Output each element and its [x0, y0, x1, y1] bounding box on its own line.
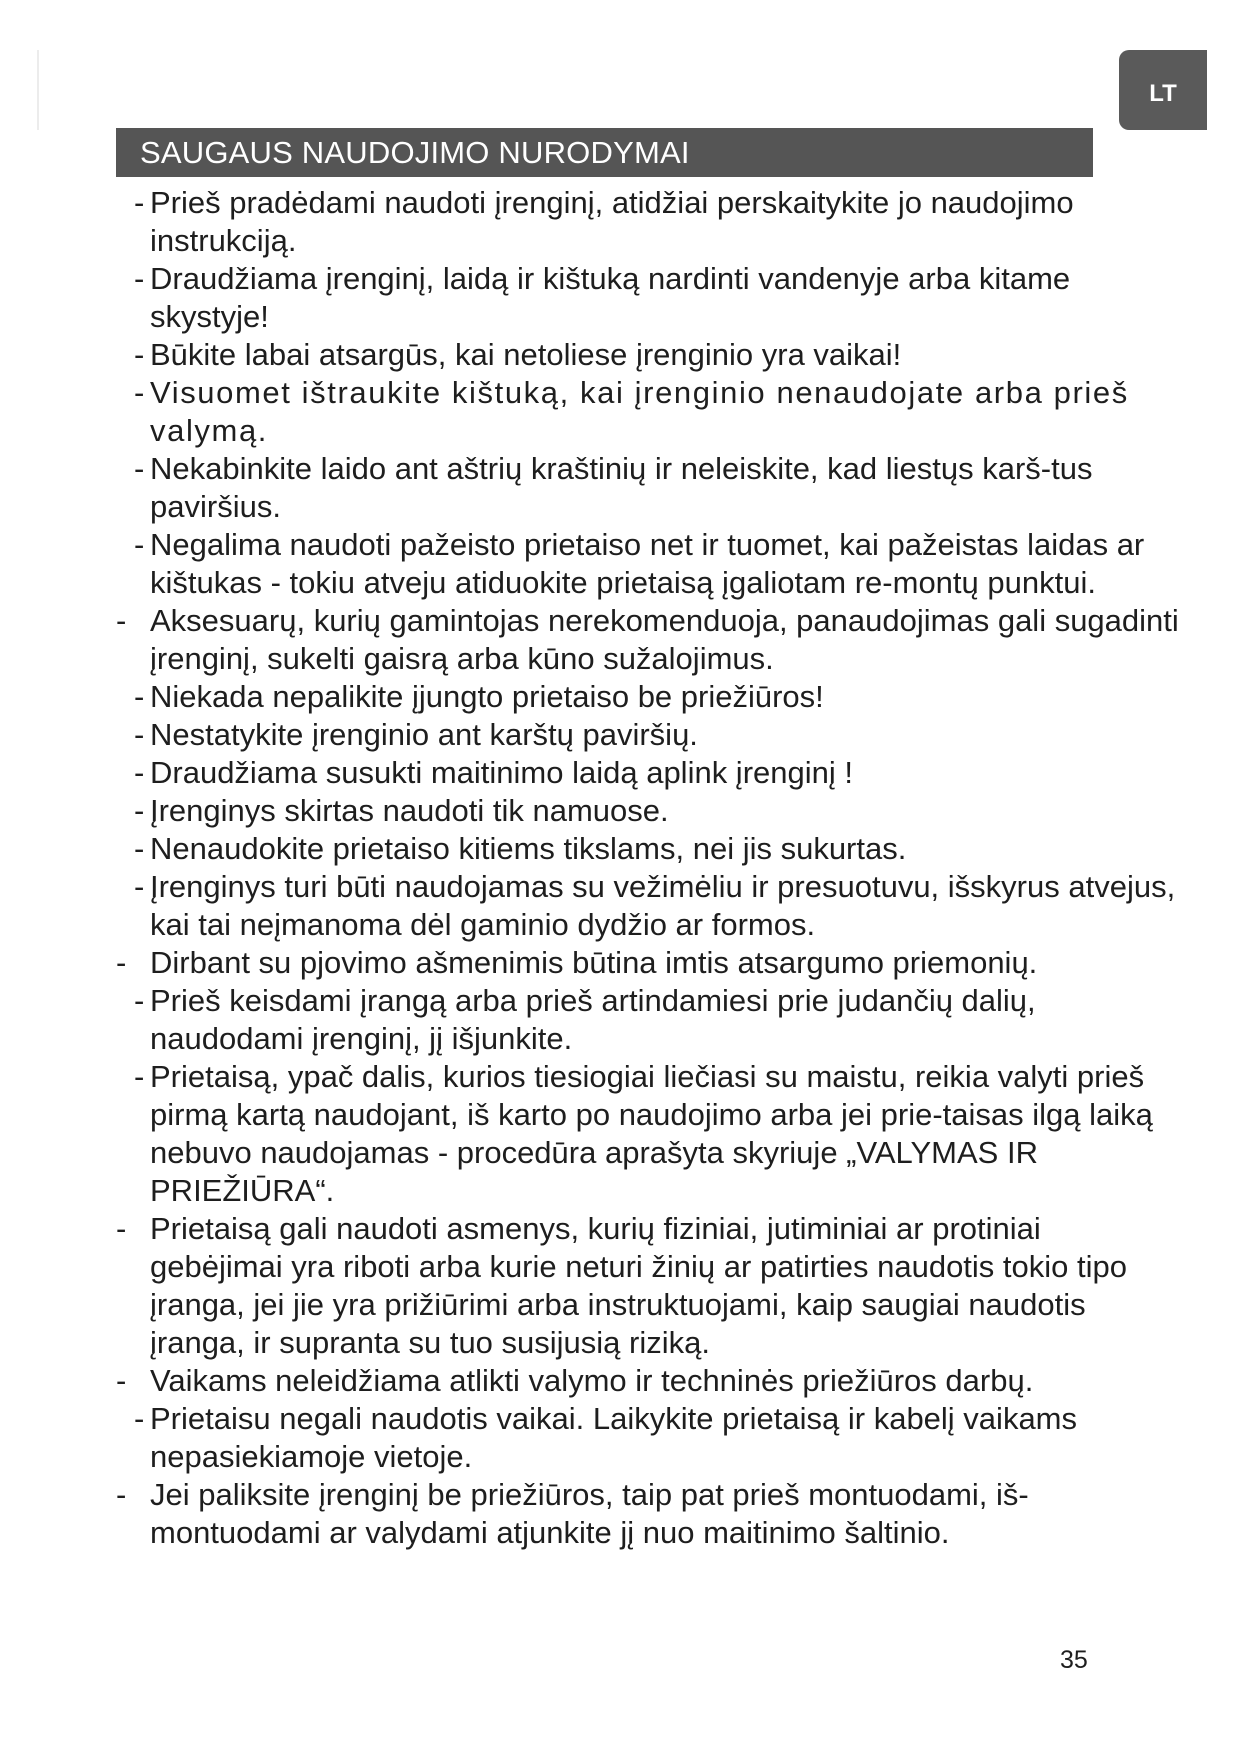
list-item	[0, 1400, 1241, 1476]
list-item-text: Aksesuarų, kurių gamintojas nerekomenduoja, panaudojimas gali sugadinti įrenginį, sukelti gaisrą arba kūno sužalojimus.	[150, 603, 1179, 676]
list-item	[0, 1210, 1241, 1362]
list-item	[0, 716, 1241, 754]
list-item	[0, 792, 1241, 830]
list-marker: -	[134, 451, 145, 486]
list-item	[0, 944, 1241, 982]
list-marker: -	[116, 945, 127, 980]
list-item	[0, 754, 1241, 792]
list-item	[0, 868, 1241, 944]
list-item	[0, 260, 1241, 336]
list-item-text: Draudžiama susukti maitinimo laidą aplink įrenginį !	[150, 755, 853, 790]
list-marker: -	[116, 603, 127, 638]
list-marker: -	[134, 793, 145, 828]
list-item-text: Nenaudokite prietaiso kitiems tikslams, nei jis sukurtas.	[150, 831, 907, 866]
list-item	[0, 336, 1241, 374]
list-item-text: Negalima naudoti pažeisto prietaiso net ir tuomet, kai pažeistas laidas ar kištukas - tokiu atveju atiduokite prietaisą įgaliotam re-montų punktui.	[150, 527, 1145, 600]
list-item-text: Nestatykite įrenginio ant karštų paviršių.	[150, 717, 698, 752]
list-marker: -	[134, 261, 145, 296]
list-marker: -	[134, 1059, 145, 1094]
list-marker: -	[134, 1401, 145, 1436]
safety-instructions-list	[0, 184, 1241, 1552]
list-item	[0, 374, 1241, 450]
list-item-text: Niekada nepalikite įjungto prietaiso be priežiūros!	[150, 679, 824, 714]
list-marker: -	[134, 527, 145, 562]
list-marker: -	[134, 679, 145, 714]
list-item-text: Jei paliksite įrenginį be priežiūros, taip pat prieš montuodami, iš-montuodami ar valydami atjunkite jį nuo maitinimo šaltinio.	[150, 1477, 1029, 1550]
list-item-text: Prietaisą, ypač dalis, kurios tiesiogiai liečiasi su maistu, reikia valyti prieš pirmą kartą naudojant, iš karto po naudojimo arba jei prie-taisas ilgą laiką nebuvo naudojamas - procedūra aprašyta skyriuje „VALYMAS IR PRIEŽIŪRA“.	[150, 1059, 1153, 1208]
list-marker: -	[134, 983, 145, 1018]
list-item-text: Prietaisą gali naudoti asmenys, kurių fiziniai, jutiminiai ar protiniai gebėjimai yra riboti arba kurie neturi žinių ar patirties naudotis tokio tipo įranga, jei jie yra prižiūrimi arba instruktuojami, kaip saugiai naudotis įranga, ir supranta su tuo susijusią riziką.	[150, 1211, 1127, 1360]
list-item-text: Būkite labai atsargūs, kai netoliese įrenginio yra vaikai!	[150, 337, 902, 372]
list-item	[0, 1058, 1241, 1210]
language-tab: LT	[1119, 50, 1207, 130]
list-item	[0, 602, 1241, 678]
list-item-text: Vaikams neleidžiama atlikti valymo ir techninės priežiūros darbų.	[150, 1363, 1034, 1398]
list-item-text: Visuomet ištraukite kištuką, kai įrenginio nenaudojate arba prieš valymą.	[150, 375, 1129, 448]
list-item-text: Prietaisu negali naudotis vaikai. Laikykite prietaisą ir kabelį vaikams nepasiekiamoje vietoje.	[150, 1401, 1078, 1474]
list-item-text: Dirbant su pjovimo ašmenimis būtina imtis atsargumo priemonių.	[150, 945, 1038, 980]
list-item	[0, 678, 1241, 716]
list-item-text: Nekabinkite laido ant aštrių kraštinių ir neleiskite, kad liestųs karš-tus paviršius.	[150, 451, 1093, 524]
list-item-text: Įrenginys turi būti naudojamas su vežimėliu ir presuotuvu, išskyrus atvejus, kai tai neįmanoma dėl gaminio dydžio ar formos.	[150, 869, 1176, 942]
list-marker: -	[134, 831, 145, 866]
list-marker: -	[134, 185, 145, 220]
list-item	[0, 1476, 1241, 1552]
list-item-text: Įrenginys skirtas naudoti tik namuose.	[150, 793, 669, 828]
list-item-text: Prieš pradėdami naudoti įrenginį, atidžiai perskaitykite jo naudojimo instrukciją.	[150, 185, 1074, 258]
list-marker: -	[134, 375, 146, 410]
list-marker: -	[134, 755, 145, 790]
list-item	[0, 184, 1241, 260]
list-marker: -	[134, 337, 145, 372]
list-item-text: Prieš keisdami įrangą arba prieš artindamiesi prie judančių dalių, naudodami įrenginį, jį išjunkite.	[150, 983, 1036, 1056]
list-item	[0, 1362, 1241, 1400]
list-item	[0, 450, 1241, 526]
section-title: SAUGAUS NAUDOJIMO NURODYMAI	[116, 128, 1093, 177]
list-item-text: Draudžiama įrenginį, laidą ir kištuką nardinti vandenyje arba kitame skystyje!	[150, 261, 1071, 334]
list-item	[0, 526, 1241, 602]
list-marker: -	[134, 869, 145, 904]
list-item	[0, 982, 1241, 1058]
list-marker: -	[116, 1363, 127, 1398]
page-edge-mark	[37, 50, 39, 130]
list-marker: -	[116, 1211, 127, 1246]
list-marker: -	[134, 717, 145, 752]
list-marker: -	[116, 1477, 127, 1512]
page-number: 35	[1060, 1646, 1088, 1674]
list-item	[0, 830, 1241, 868]
